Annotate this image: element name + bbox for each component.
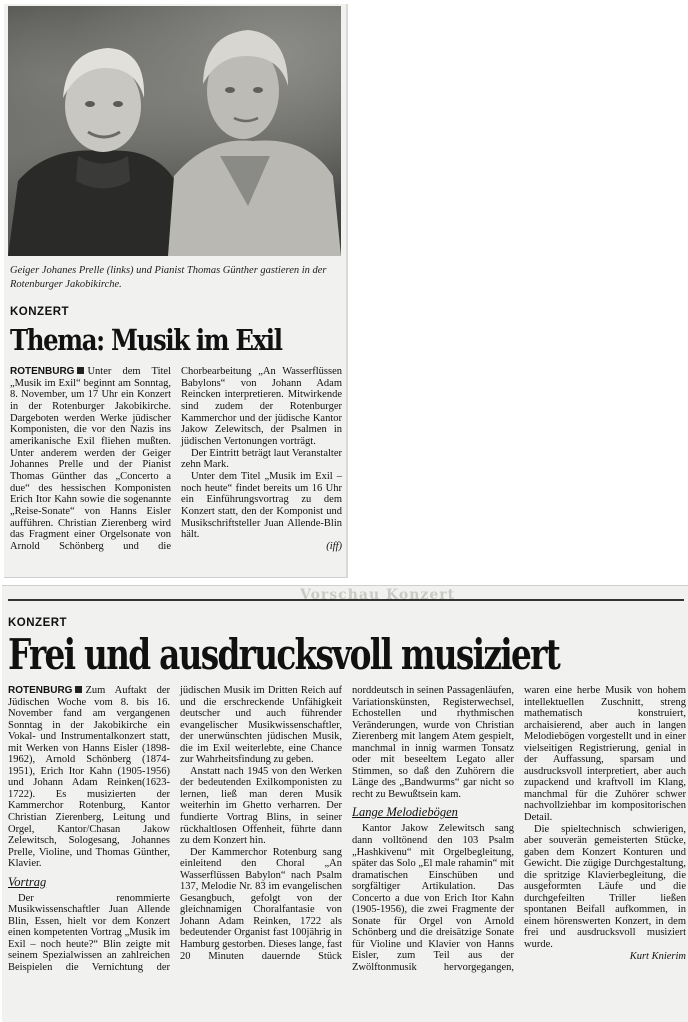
faded-headline-fragment: Vorschau Konzert xyxy=(300,587,456,599)
paragraph: Der Kammerchor Rotenburg sang einleitend den Choral „An Wasserflüssen Babylon“ nach Psalm 137, Melodie Nr. 83 im evangelischen Gesangbuch, gefolgt von der gleichnamigen Choralfantasie von Johann Adam Reinken, 1722 als bedeutender Organist fast 100jährig in Hamburg gestorben. Dieses lange, fast 20 Minuten dauernde Stück norddeutsch in seinen Passagenläufen, Variationskünsten, Registerwechsel, Echostellen und rhythmischen Veränderungen, wurde von Christian Zierenberg mit langem Atem gespielt, manchmal in innig warmen Tonsatz oder mit beseeltem Legato aller Stimmen, so daß den Zuhörern die Länge des „Bandwurms“ gar nicht so recht zu Bewußtsein kam. xyxy=(180,685,514,962)
paragraph xyxy=(8,685,170,870)
dateline: ROTENBURG xyxy=(10,366,75,377)
dateline: ROTENBURG xyxy=(8,685,73,696)
musicians-photo xyxy=(8,6,341,256)
paragraph xyxy=(524,824,686,963)
square-bullet-icon xyxy=(77,367,84,374)
paragraph: Anstatt nach 1945 von den Werken der bedeutenden Exilkomponisten zu lernen, ließ man deren Musik weiterhin im Ghetto verharren. Der fundierte Vortrag Blins, in seiner rückhaltlosen Offenheit, führte dann zu dem Konzert hin. xyxy=(180,765,342,847)
section-kicker: KONZERT xyxy=(10,306,70,318)
paragraph-text: Unter dem Titel „Musik im Exil“ beginnt am Sonntag, 8. November, um 17 Uhr ein Konzert in der Rotenburger Jakobikirche. Dargeboten werden Werke jüdischer Komponisten, die vor den Nazis ins amerikanische Exil fliehen mußten. Unter anderem werden der Geiger Johannes Prelle und der Pianist Thomas Günther das „Concerto a due“ des hessischen Komponisten Erich Itor Kahn sowie die sogenannte „Reise-Sonate“ von Hanns Eisler aufführen. Christian Zierenberg wird das Fragment einer Orgelsonate von Arnold Schönberg und die Chorbearbeitung „An Wasserflüssen Babylons“ von Johann Adam Reincken interpretieren. Mitwirkende sind zudem der Rotenburger Kammerchor und der jüdische Kantor Jakow Zelewitsch, der Psalmen in jüdischen Vertonungen vorträgt. xyxy=(10,366,342,552)
paragraph-text: Die spieltechnisch schwierigen, aber souverän gemeisterten Stücke, gaben dem Konzert Konturen und Gewicht. Die zügige Durchgestaltung, die spritzige Klavierbegleitung, die ausgeformten Läufe und die durchgefeilten Triller ließen spontanen Beifall aufkommen, in einem hörenswerten Konzert, in dem frei und ausdrucksvoll musiziert wurde. xyxy=(524,823,686,951)
subheading: Vortrag xyxy=(8,874,47,889)
author-signature: Kurt Knierim xyxy=(629,950,686,962)
subheading: Lange Melodiebögen xyxy=(352,805,458,820)
headline: Frei und ausdrucksvoll musiziert xyxy=(8,630,560,679)
paragraph-text: Zum Auftakt der Jüdischen Woche vom 8. bis 16. November fand am vergangenen Sonntag in der Jakobikirche ein Vokal- und Instrumentalkonzert statt, mit Werken von Hanns Eisler (1898-1962), Arnold Schönberg (1874-1951), Erich Itor Kahn (1905-1956) und Johann Adam Reinken(1623-1722). Es musizierten der Kammerchor Rotenburg, Kantor Christian Zierenberg, Leitung und Orgel, Kantor/Chasan Jakow Zelewitsch, Sologesang, Johannes Prelle, Violine, und Thomas Günther, Klavier. xyxy=(8,685,170,870)
article-body xyxy=(8,685,686,974)
photo-caption: Geiger Johanes Prelle (links) und Pianist Thomas Günther gastieren in der Rotenburger Jakobikirche. xyxy=(10,265,327,290)
paragraph: Der Eintritt beträgt laut Veranstalter zehn Mark. xyxy=(181,447,342,471)
musicians-illustration xyxy=(8,6,341,256)
paragraph-text: Unter dem Titel „Musik im Exil – noch heute“ findet bereits um 16 Uhr ein Einführungsvortrag zu dem Konzert statt, den der Komponist und Musikschriftsteller Juan Allende-Blin hält. xyxy=(181,470,342,541)
author-signature: (iff) xyxy=(326,540,342,552)
paragraph xyxy=(181,471,342,553)
headline: Thema: Musik im Exil xyxy=(10,323,282,357)
paragraph: Der renommierte Musikwissenschaftler Juan Allende Blin, Essen, hielt vor dem Konzert einen kompetenten Vortrag „Musik im Exil – noch heute?“ Blin zeigte mit seinem Spezialwissen an zahlreichen Beispielen die Vernichtung der jüdischen Musik im Dritten Reich auf und die erschreckende Unfähigkeit deutscher und auch führender evangelischer Musikwissenschaftler, der unerwünschten jüdischen Musik, die im Exil weiterlebte, eine Chance zur Wahrheitsfindung zu geben. xyxy=(8,685,342,974)
top-rule xyxy=(8,599,684,601)
square-bullet-icon xyxy=(75,686,82,693)
section-kicker: KONZERT xyxy=(8,617,68,629)
article-body xyxy=(10,366,342,553)
paragraph: Kantor Jakow Zelewitsch sang dann volltönend den 103 Psalm „Hashkivenu“ mit Orgelbegleitung, später das Solo „El male rahamin“ mit dramatischen Einschüben und sorgfältiger Artikulation. Das Concerto a due von Erich Itor Kahn (1905-1956), die zwei Fragmente der Sonate für Orgel von Arnold Schönberg und die dreisätzige Sonate für Violine und Klavier von Hanns Eisler, zum Teil aus der Zwölftonmusik hervorgegangen, waren eine herbe Musik von hohem intellektuellen Zuschnitt, streng mathematisch konstruiert, archaisierend, aber auch in langen Melodiebögen vorgestellt und in einer vielseitigen Registrierung, genial in der Auffassung, sparsam und ausdrucksvoll interpretiert, aber auch zupackend und kraftvoll im Klang, manchmal für die Zuhörer schwer nachvollziehbar im kompositorischen Detail. xyxy=(352,685,686,974)
